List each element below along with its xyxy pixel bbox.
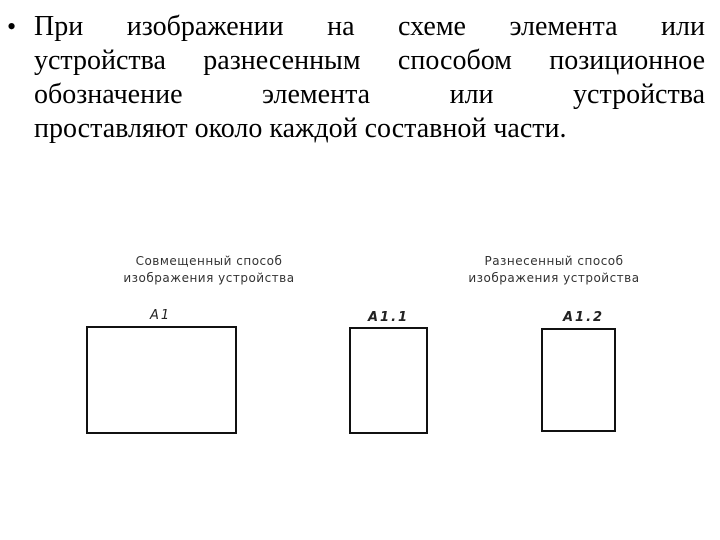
body-text-line-3: обозначение элемента или устройства	[34, 79, 705, 110]
separated-caption-line-1: Разнесенный способ	[484, 254, 624, 268]
body-text-line-2: устройства разнесенным способом позиционное	[34, 45, 705, 76]
bullet-marker: •	[7, 12, 17, 41]
combined-caption-line-2: изображения устройства	[123, 271, 295, 285]
separated-method-caption	[454, 253, 654, 287]
designation-a1-1: A1.1	[368, 310, 410, 325]
combined-caption-line-1: Совмещенный способ	[135, 254, 283, 268]
designation-a1: A1	[150, 308, 172, 323]
separated-part-1-rectangle	[349, 327, 428, 434]
combined-method-caption	[105, 253, 313, 287]
separated-part-2-rectangle	[541, 328, 616, 432]
separated-caption-line-2: изображения устройства	[468, 271, 640, 285]
combined-device-rectangle	[86, 326, 237, 434]
body-text-line-4: проставляют около каждой составной части.	[34, 113, 567, 144]
designation-a1-2: A1.2	[563, 310, 605, 325]
body-text-line-1: При изображении на схеме элемента или	[34, 11, 705, 42]
